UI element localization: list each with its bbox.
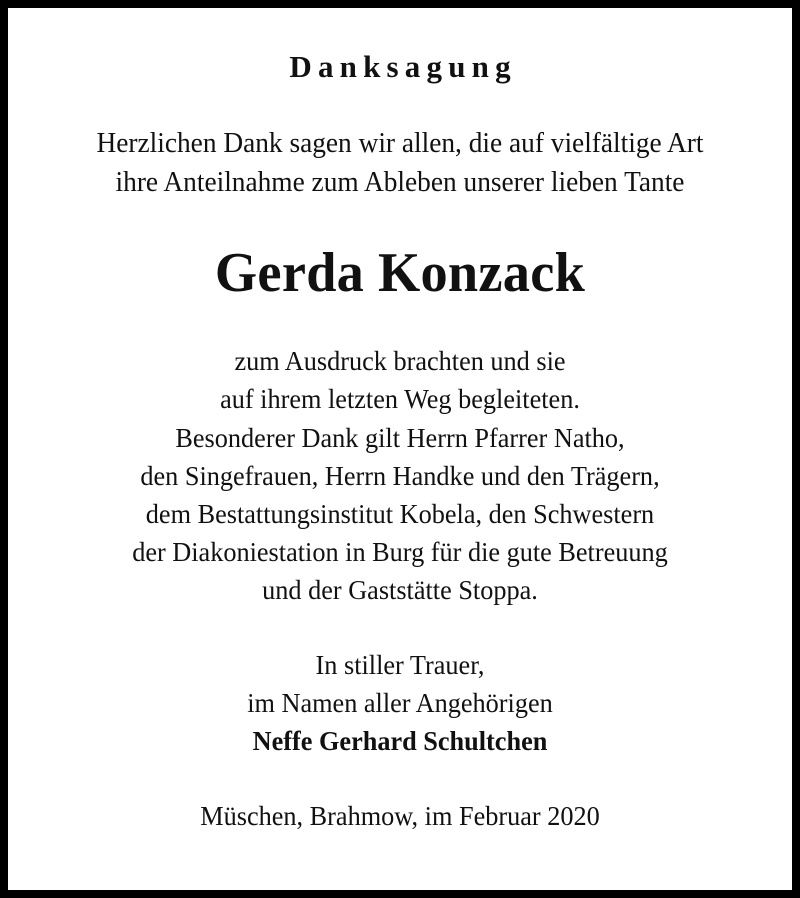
body-line: dem Bestattungsinstitut Kobela, den Schwestern xyxy=(145,497,655,529)
body-line: Besonderer Dank gilt Herrn Pfarrer Natho, xyxy=(175,421,625,453)
intro-paragraph xyxy=(24,124,777,203)
intro-line: Herzlichen Dank sagen wir allen, die auf vielfältige Art xyxy=(96,128,704,160)
thanks-body xyxy=(26,342,775,609)
obituary-notice-content xyxy=(8,8,792,834)
closing-block xyxy=(26,646,775,760)
deceased-name: Gerda Konzack xyxy=(214,241,586,304)
closing-line: In stiller Trauer, xyxy=(315,648,485,680)
body-line: und der Gaststätte Stoppa. xyxy=(262,573,538,605)
place-and-date: Müschen, Brahmow, im Februar 2020 xyxy=(200,800,600,832)
body-line: der Diakoniestation in Burg für die gute Betreuung xyxy=(132,535,668,567)
notice-title: Danksagung xyxy=(289,49,517,84)
body-line: den Singefrauen, Herrn Handke und den Trägern, xyxy=(140,459,660,491)
closing-line: im Namen aller Angehörigen xyxy=(247,686,553,718)
mourner-name: Neffe Gerhard Schultchen xyxy=(252,725,548,757)
body-line: auf ihrem letzten Weg begleiteten. xyxy=(220,383,580,415)
body-line: zum Ausdruck brachten und sie xyxy=(234,345,566,377)
intro-line: ihre Anteilnahme zum Ableben unserer lieben Tante xyxy=(115,167,685,199)
obituary-notice-frame xyxy=(8,8,792,890)
